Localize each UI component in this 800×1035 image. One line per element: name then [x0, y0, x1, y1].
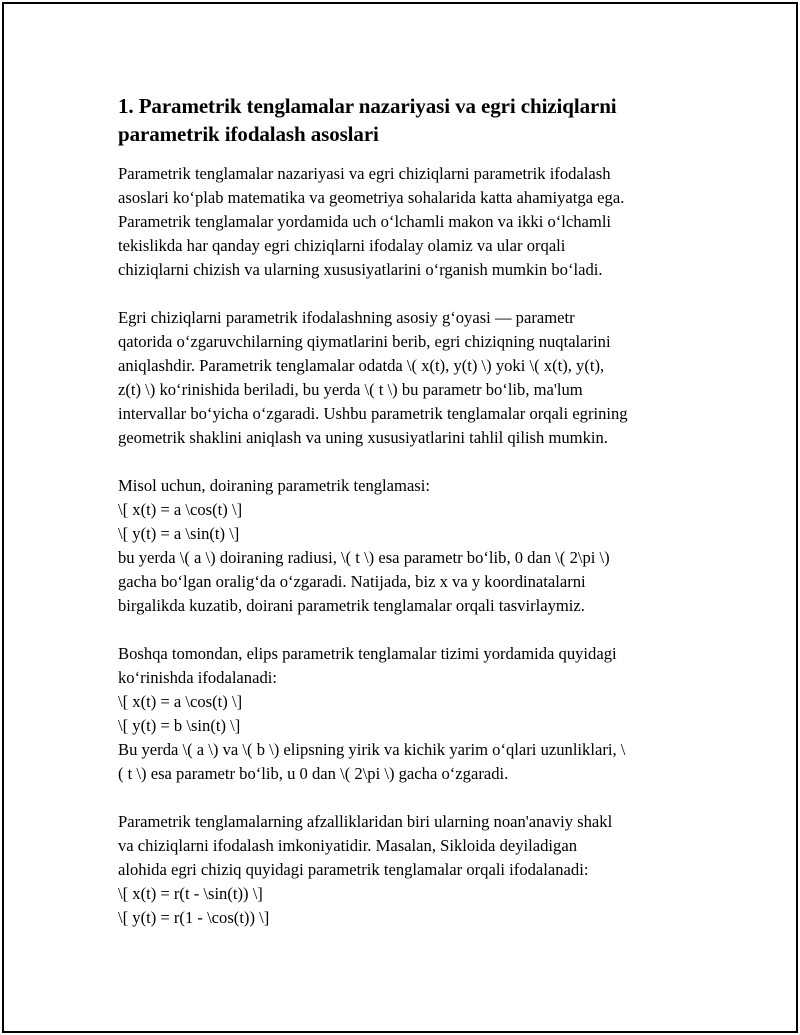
paragraph-intro [118, 162, 700, 282]
text-line: tekislikda har qanday egri chiziqlarni ifodalay olamiz va ular orqali [118, 236, 566, 255]
text-line: asoslari koʻplab matematika va geometriya sohalarida katta ahamiyatga ega. [118, 188, 625, 207]
equation-line: \[ x(t) = a \cos(t) \] [118, 500, 243, 519]
text-line: aniqlashdir. Parametrik tenglamalar odatda \( x(t), y(t) \) yoki \( x(t), y(t), [118, 356, 605, 375]
text-line: chiziqlarni chizish va ularning xususiyatlarini oʻrganish mumkin boʻladi. [118, 260, 603, 279]
equation-line: \[ y(t) = b \sin(t) \] [118, 716, 241, 735]
paragraph-ellipse-example [118, 642, 700, 786]
paragraph-main-idea [118, 306, 700, 450]
text-line: Parametrik tenglamalar yordamida uch oʻlchamli makon va ikki oʻlchamli [118, 212, 612, 231]
text-line: va chiziqlarni ifodalash imkoniyatidir. Masalan, Sikloida deyiladigan [118, 836, 577, 855]
equation-line: \[ x(t) = a \cos(t) \] [118, 692, 243, 711]
text-line: Parametrik tenglamalar nazariyasi va egri chiziqlarni parametrik ifodalash [118, 164, 611, 183]
text-line: alohida egri chiziq quyidagi parametrik tenglamalar orqali ifodalanadi: [118, 860, 589, 879]
equation-line: \[ x(t) = r(t - \sin(t)) \] [118, 884, 263, 903]
text-line: ( t \) esa parametr boʻlib, u 0 dan \( 2\pi \) gacha oʻzgaradi. [118, 764, 509, 783]
text-line: Parametrik tenglamalarning afzalliklaridan biri ularning noan'anaviy shakl [118, 812, 613, 831]
text-line: gacha boʻlgan oraligʻda oʻzgaradi. Natijada, biz x va y koordinatalarni [118, 572, 586, 591]
text-line: z(t) \) koʻrinishida beriladi, bu yerda \( t \) bu parametr boʻlib, ma'lum [118, 380, 583, 399]
text-line: geometrik shaklini aniqlash va uning xususiyatlarini tahlil qilish mumkin. [118, 428, 608, 447]
text-line: Bu yerda \( a \) va \( b \) elipsning yirik va kichik yarim oʻqlari uzunliklari, \ [118, 740, 626, 759]
text-line: birgalikda kuzatib, doirani parametrik tenglamalar orqali tasvirlaymiz. [118, 596, 585, 615]
text-line: Egri chiziqlarni parametrik ifodalashning asosiy gʻoyasi — parametr [118, 308, 575, 327]
heading-line: 1. Parametrik tenglamalar nazariyasi va egri chiziqlarni [118, 94, 617, 118]
equation-line: \[ y(t) = r(1 - \cos(t)) \] [118, 908, 270, 927]
text-line: Misol uchun, doiraning parametrik tenglamasi: [118, 476, 430, 495]
text-line: qatorida oʻzgaruvchilarning qiymatlarini berib, egri chiziqning nuqtalarini [118, 332, 611, 351]
text-line: koʻrinishda ifodalanadi: [118, 668, 277, 687]
text-line: intervallar boʻyicha oʻzgaradi. Ushbu parametrik tenglamalar orqali egrining [118, 404, 628, 423]
document-body [118, 92, 700, 954]
paragraph-cycloid-example [118, 810, 700, 930]
paragraph-circle-example [118, 474, 700, 618]
section-heading [118, 92, 700, 148]
heading-line: parametrik ifodalash asoslari [118, 122, 379, 146]
equation-line: \[ y(t) = a \sin(t) \] [118, 524, 240, 543]
text-line: Boshqa tomondan, elips parametrik tenglamalar tizimi yordamida quyidagi [118, 644, 617, 663]
text-line: bu yerda \( a \) doiraning radiusi, \( t \) esa parametr boʻlib, 0 dan \( 2\pi \) [118, 548, 610, 567]
